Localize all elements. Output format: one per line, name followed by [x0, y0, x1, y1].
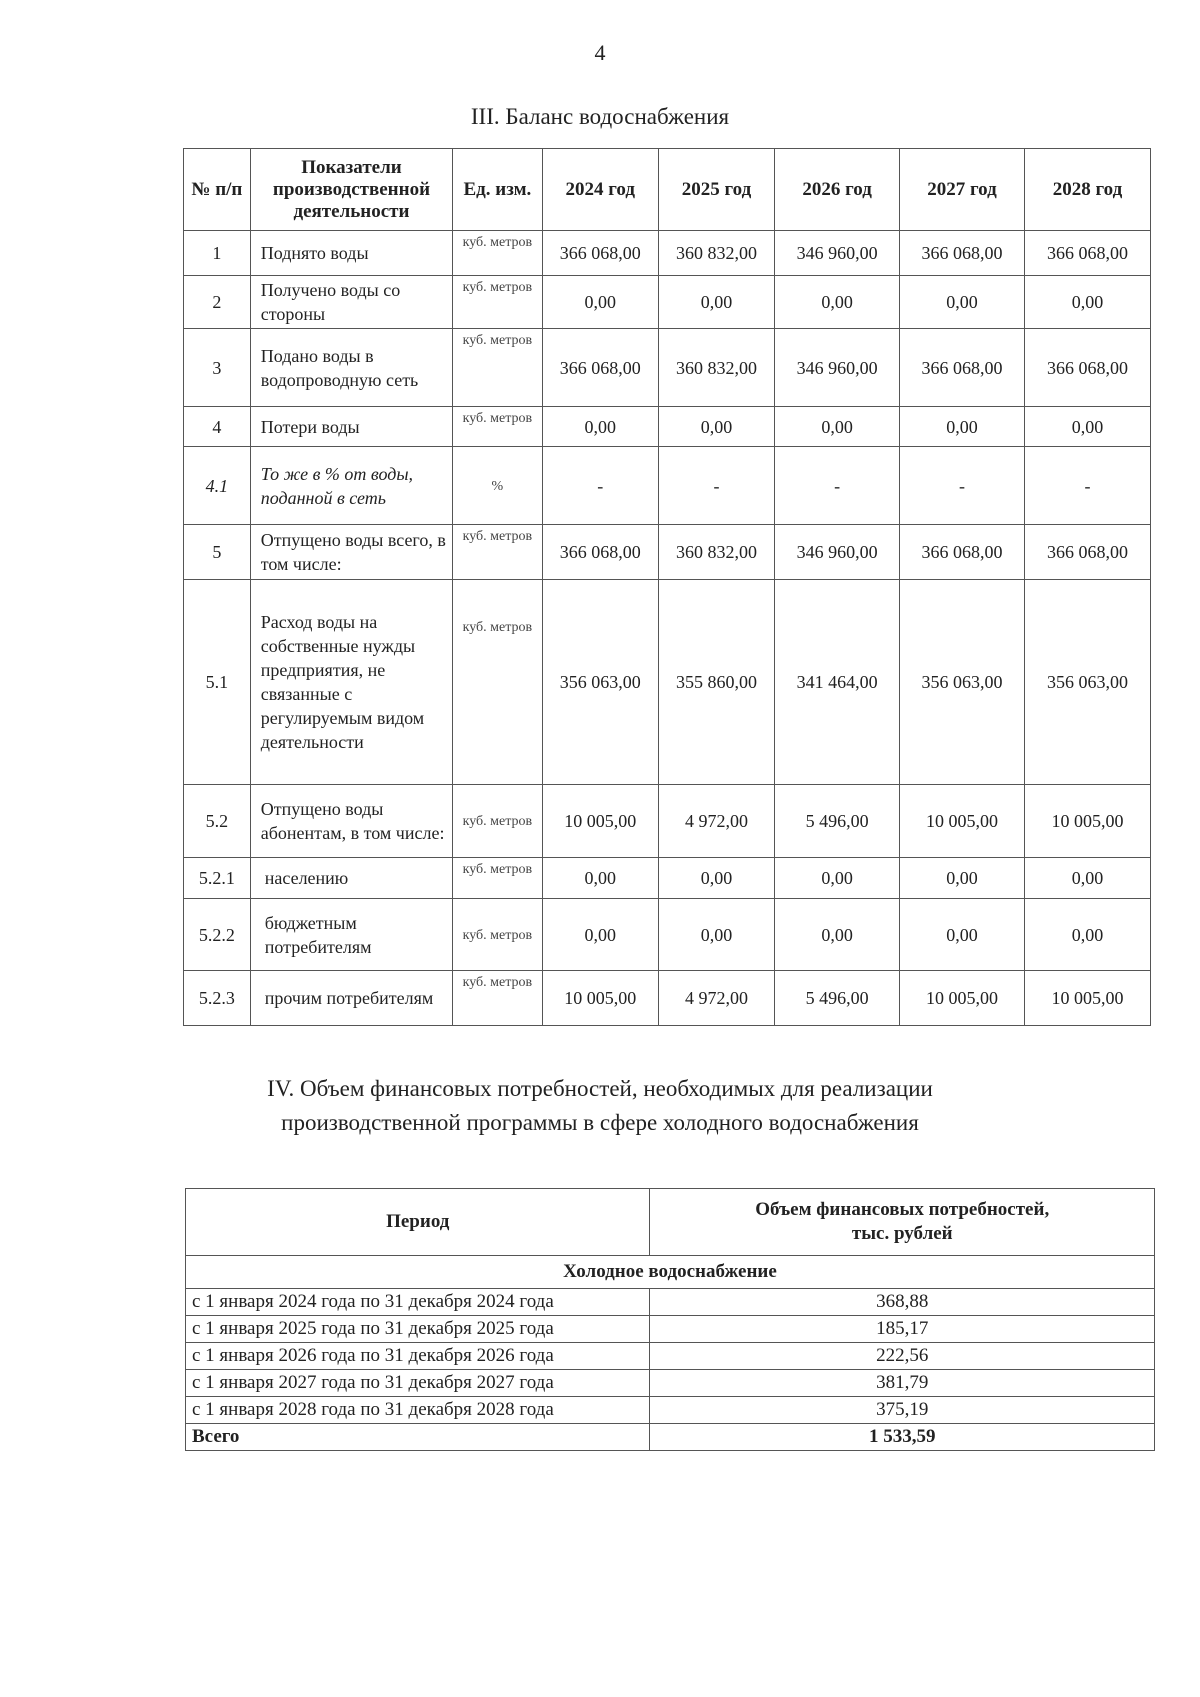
row-num: 3: [184, 329, 251, 407]
header-indicator: Показатели производственной деятельности: [250, 149, 452, 231]
value-2026: 346 960,00: [775, 231, 900, 276]
row-name: Отпущено воды всего, в том числе:: [250, 525, 452, 580]
value-2027: -: [900, 447, 1025, 525]
value-2027: 0,00: [900, 407, 1025, 447]
value-2024: 0,00: [542, 899, 658, 971]
table-row: [186, 1316, 1155, 1343]
table-row: [184, 276, 1151, 329]
header-amount-line1: Объем финансовых потребностей,: [755, 1199, 1050, 1220]
value-2027: 356 063,00: [900, 580, 1025, 785]
row-name: Подано воды в водопроводную сеть: [250, 329, 452, 407]
table-row: [186, 1343, 1155, 1370]
table-row: [186, 1370, 1155, 1397]
row-name: Получено воды со стороны: [250, 276, 452, 329]
header-2024: 2024 год: [542, 149, 658, 231]
table-row: [184, 447, 1151, 525]
financial-needs-table: [185, 1188, 1155, 1451]
value-2027: 0,00: [900, 899, 1025, 971]
value-2028: 0,00: [1024, 858, 1150, 899]
table-header-row: [184, 149, 1151, 231]
row-unit: %: [453, 447, 542, 525]
row-unit: куб. метров: [453, 231, 542, 276]
value-2028: -: [1024, 447, 1150, 525]
row-unit: куб. метров: [453, 899, 542, 971]
value-2027: 0,00: [900, 858, 1025, 899]
amount-cell: 368,88: [650, 1289, 1155, 1316]
value-2025: 4 972,00: [658, 785, 774, 858]
value-2025: 360 832,00: [658, 231, 774, 276]
row-unit: куб. метров: [453, 407, 542, 447]
row-unit: куб. метров: [453, 276, 542, 329]
value-2026: 0,00: [775, 276, 900, 329]
value-2024: -: [542, 447, 658, 525]
value-2028: 0,00: [1024, 899, 1150, 971]
row-unit: куб. метров: [453, 858, 542, 899]
row-unit: куб. метров: [453, 785, 542, 858]
value-2024: 366 068,00: [542, 525, 658, 580]
row-name: населению: [250, 858, 452, 899]
amount-cell: 381,79: [650, 1370, 1155, 1397]
table-header-row: [186, 1189, 1155, 1256]
value-2026: 5 496,00: [775, 785, 900, 858]
value-2024: 0,00: [542, 858, 658, 899]
row-num: 5.2.3: [184, 971, 251, 1026]
period-cell: с 1 января 2027 года по 31 декабря 2027 года: [186, 1370, 650, 1397]
table-row: [184, 407, 1151, 447]
amount-cell: 222,56: [650, 1343, 1155, 1370]
header-2028: 2028 год: [1024, 149, 1150, 231]
value-2027: 0,00: [900, 276, 1025, 329]
value-2027: 366 068,00: [900, 525, 1025, 580]
value-2025: 355 860,00: [658, 580, 774, 785]
value-2025: 360 832,00: [658, 329, 774, 407]
section-4-title: [0, 1072, 1200, 1140]
total-label: Всего: [186, 1424, 650, 1451]
header-amount: [650, 1189, 1155, 1256]
row-num: 5.1: [184, 580, 251, 785]
value-2028: 10 005,00: [1024, 971, 1150, 1026]
value-2026: 346 960,00: [775, 525, 900, 580]
table-row: [186, 1397, 1155, 1424]
row-name: бюджетным потребителям: [250, 899, 452, 971]
table-row: [186, 1289, 1155, 1316]
value-2027: 366 068,00: [900, 329, 1025, 407]
value-2028: 0,00: [1024, 276, 1150, 329]
row-num: 4: [184, 407, 251, 447]
row-name: Потери воды: [250, 407, 452, 447]
value-2024: 366 068,00: [542, 329, 658, 407]
table-row: [184, 525, 1151, 580]
value-2026: -: [775, 447, 900, 525]
row-name: прочим потребителям: [250, 971, 452, 1026]
value-2025: 4 972,00: [658, 971, 774, 1026]
value-2024: 356 063,00: [542, 580, 658, 785]
value-2028: 366 068,00: [1024, 525, 1150, 580]
section-4-title-line1: IV. Объем финансовых потребностей, необходимых для реализации: [267, 1076, 933, 1101]
row-num: 5.2.1: [184, 858, 251, 899]
table-row: [184, 899, 1151, 971]
value-2026: 0,00: [775, 407, 900, 447]
value-2025: 0,00: [658, 276, 774, 329]
amount-cell: 375,19: [650, 1397, 1155, 1424]
value-2024: 0,00: [542, 407, 658, 447]
period-cell: с 1 января 2028 года по 31 декабря 2028 года: [186, 1397, 650, 1424]
period-cell: с 1 января 2026 года по 31 декабря 2026 года: [186, 1343, 650, 1370]
value-2024: 10 005,00: [542, 785, 658, 858]
row-num: 5.2: [184, 785, 251, 858]
section-3-title: III. Баланс водоснабжения: [470, 104, 730, 129]
value-2028: 10 005,00: [1024, 785, 1150, 858]
group-row: [186, 1256, 1155, 1289]
table-row: [184, 231, 1151, 276]
row-unit: куб. метров: [453, 971, 542, 1026]
header-period: Период: [186, 1189, 650, 1256]
header-unit: Ед. изм.: [453, 149, 542, 231]
row-name: Отпущено воды абонентам, в том числе:: [250, 785, 452, 858]
value-2028: 366 068,00: [1024, 231, 1150, 276]
header-num: № п/п: [184, 149, 251, 231]
value-2024: 0,00: [542, 276, 658, 329]
row-num: 5: [184, 525, 251, 580]
row-unit: куб. метров: [453, 329, 542, 407]
value-2028: 356 063,00: [1024, 580, 1150, 785]
row-unit: куб. метров: [453, 525, 542, 580]
value-2027: 10 005,00: [900, 785, 1025, 858]
period-cell: с 1 января 2024 года по 31 декабря 2024 года: [186, 1289, 650, 1316]
value-2026: 341 464,00: [775, 580, 900, 785]
value-2024: 10 005,00: [542, 971, 658, 1026]
value-2028: 366 068,00: [1024, 329, 1150, 407]
value-2026: 5 496,00: [775, 971, 900, 1026]
value-2025: 0,00: [658, 407, 774, 447]
row-num: 4.1: [184, 447, 251, 525]
table-row: [184, 785, 1151, 858]
row-num: 2: [184, 276, 251, 329]
value-2025: -: [658, 447, 774, 525]
row-name: То же в % от воды, поданной в сеть: [250, 447, 452, 525]
value-2027: 366 068,00: [900, 231, 1025, 276]
value-2026: 0,00: [775, 858, 900, 899]
value-2026: 346 960,00: [775, 329, 900, 407]
header-amount-line2: тыс. рублей: [851, 1223, 953, 1244]
row-num: 5.2.2: [184, 899, 251, 971]
table-row: [184, 858, 1151, 899]
group-label: Холодное водоснабжение: [186, 1256, 1155, 1289]
row-name: Поднято воды: [250, 231, 452, 276]
value-2025: 360 832,00: [658, 525, 774, 580]
row-num: 1: [184, 231, 251, 276]
table-row: [184, 580, 1151, 785]
row-unit: куб. метров: [453, 580, 542, 785]
header-2025: 2025 год: [658, 149, 774, 231]
table-row: [184, 971, 1151, 1026]
water-balance-table: [183, 148, 1151, 1026]
page-number: 4: [594, 40, 606, 65]
value-2027: 10 005,00: [900, 971, 1025, 1026]
value-2025: 0,00: [658, 899, 774, 971]
total-amount: 1 533,59: [650, 1424, 1155, 1451]
value-2024: 366 068,00: [542, 231, 658, 276]
total-row: [186, 1424, 1155, 1451]
period-cell: с 1 января 2025 года по 31 декабря 2025 года: [186, 1316, 650, 1343]
header-2026: 2026 год: [775, 149, 900, 231]
value-2026: 0,00: [775, 899, 900, 971]
value-2025: 0,00: [658, 858, 774, 899]
value-2028: 0,00: [1024, 407, 1150, 447]
section-4-title-line2: производственной программы в сфере холодного водоснабжения: [281, 1110, 919, 1135]
header-2027: 2027 год: [900, 149, 1025, 231]
amount-cell: 185,17: [650, 1316, 1155, 1343]
row-name: Расход воды на собственные нужды предприятия, не связанные с регулируемым видом деятельности: [250, 580, 452, 785]
table-row: [184, 329, 1151, 407]
